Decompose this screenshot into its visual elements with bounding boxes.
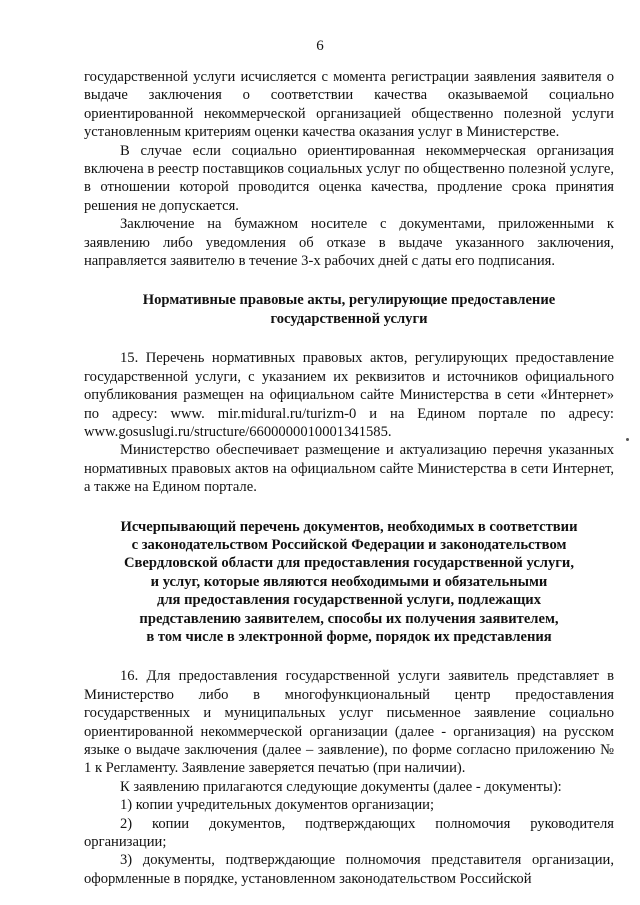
heading-line: Свердловской области для предоставления государственной услуги, <box>124 555 574 572</box>
section-heading-legal-acts <box>84 291 614 328</box>
paragraph-conclusion-delivery: Заключение на бумажном носителе с документами, приложенными к заявлению либо уведомления об отказе в выдаче указанного заключения, направляется заявителю в течение 3-х рабочих дней с даты его подписания. <box>84 216 614 270</box>
paragraph-legal-acts-update: Министерство обеспечивает размещение и актуализацию перечня указанных нормативных правовых актов на официальном сайте Министерства в сети Интернет, а также на Едином портале. <box>84 442 614 496</box>
heading-line: Исчерпывающий перечень документов, необходимых в соответствии <box>120 518 578 535</box>
heading-line: представлению заявителем, способы их получения заявителем, <box>139 610 559 627</box>
heading-line: для предоставления государственной услуги, подлежащих <box>156 592 541 609</box>
heading-line: и услуг, которые являются необходимыми и обязательными <box>150 573 548 590</box>
document-body <box>84 68 614 888</box>
heading-line: государственной услуги <box>270 310 428 327</box>
list-item-founding-documents: 1) копии учредительных документов организации; <box>120 797 434 814</box>
list-item-representative-authority: 3) документы, подтверждающие полномочия представителя организации, оформленные в порядке, установленном законодательством Российской <box>84 852 614 887</box>
section-heading-documents <box>84 518 614 647</box>
list-item-head-authority: 2) копии документов, подтверждающих полномочия руководителя организации; <box>84 815 614 851</box>
heading-line: с законодательством Российской Федерации и законодательством <box>131 536 567 553</box>
page-number: 6 <box>316 38 324 54</box>
heading-line: в том числе в электронной форме, порядок их представления <box>146 628 552 645</box>
paragraph-legal-acts-list: 15. Перечень нормативных правовых актов, регулирующих предоставление государственной услуги, с указанием их реквизитов и источников официального опубликования размещен на официальном сайте Министерства в сети «Интернет» по адресу: www. mir.midural.ru/turizm-0 и на Едином портале по адресу: www.gosuslugi.ru/structure/6600000010001341585. <box>84 350 614 440</box>
paragraph-application: 16. Для предоставления государственной услуги заявитель представляет в Министерство либо в многофункциональный центр предоставления государственных и муниципальных услуг письменное заявление социально ориентированной некоммерческой организации (далее - организация) на русском языке о выдаче заключения (далее – заявление), по форме согласно приложению № 1 к Регламенту. Заявление заверяется печатью (при наличии). <box>84 668 614 777</box>
paragraph-registry-case: В случае если социально ориентированная некоммерческая организация включена в реестр поставщиков социальных услуг по общественно полезной услуге, в отношении которой проводится оценка качества, продление срока принятия решения не допускается. <box>84 142 614 214</box>
paragraph-deadline-start: государственной услуги исчисляется с момента регистрации заявления заявителя о выдаче заключения о соответствии качества оказываемой социально ориентированной некоммерческой организацией общественно полезной услуги установленным критериям оценки качества оказания услуг в Министерстве. <box>84 69 614 141</box>
margin-dot <box>626 438 629 441</box>
heading-line: Нормативные правовые акты, регулирующие предоставление <box>142 292 556 309</box>
paragraph-attachments-intro: К заявлению прилагаются следующие документы (далее - документы): <box>120 778 562 795</box>
